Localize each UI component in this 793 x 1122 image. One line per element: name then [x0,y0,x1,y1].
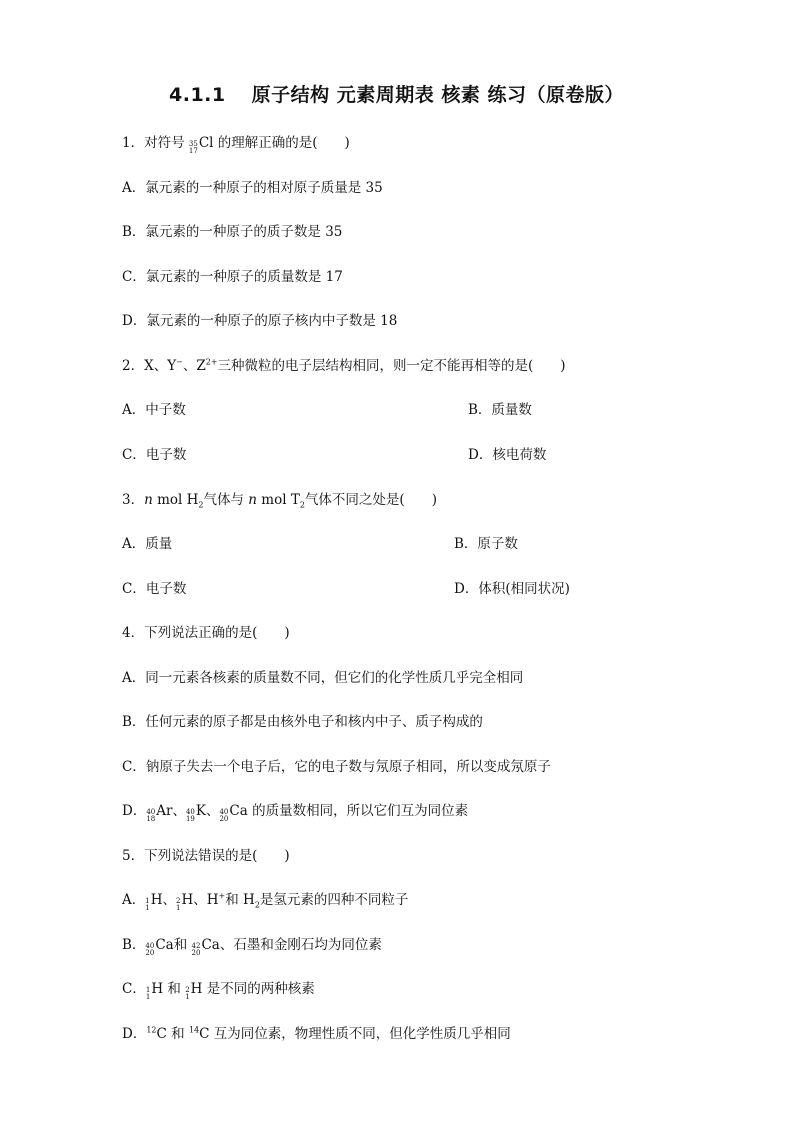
question-5-option-b: B． 40 20 Ca和 42 20 Ca、石墨和金刚石均为同位素 [122,937,382,957]
question-4-option-c: C．钠原子失去一个电子后，它的电子数与氖原子相同，所以变成氖原子 [122,759,551,775]
nuclide-ca42: 42 20 Ca [191,937,220,957]
question-2-option-b: B．质量数 [468,402,532,418]
question-2-option-d: D．核电荷数 [468,447,547,463]
question-1-option-a: A．氯元素的一种原子的相对原子质量是 35 [122,180,383,196]
question-2-option-a: A．中子数 [122,402,186,418]
question-2-option-c: C．电子数 [122,447,187,463]
title-text: 原子结构 元素周期表 核素 练习（原卷版） [251,84,624,106]
nuclide-ca40: 40 20 Ca [219,803,248,823]
nuclide-cl35: 35 17 Cl [188,135,214,155]
question-5-option-d: D．$^{12}$C 和 $^{14}$C 互为同位素，物理性质不同，但化学性质几乎相同 [122,1025,511,1042]
question-4-option-d: D． 40 18 Ar、 40 19 K、 40 20 Ca 的质量数相同，所以它们互为同位素 [122,803,469,823]
question-1-option-d: D．氯元素的一种原子的原子核内中子数是 18 [122,313,398,329]
question-5-option-c: C． 1 1 H 和 2 1 H 是不同的两种核素 [122,981,315,1001]
question-1-option-b: B．氯元素的一种原子的质子数是 35 [122,224,343,240]
question-5-option-a: A． 1 1 H、 2 1 H、H+和 $H_2$是氢元素的四种不同粒子 [122,891,409,912]
nuclide-h1: 1 1 H [145,981,164,1001]
nuclide-k40: 40 19 K [185,803,206,823]
question-1-stem: 1．对符号 35 17 Cl 的理解正确的是( ) [122,135,350,155]
question-4-option-b: B．任何元素的原子都是由核外电子和核内中子、质子构成的 [122,714,483,730]
question-4-stem: 4．下列说法正确的是( ) [122,625,290,641]
nuclide-h1: 1 1 H [145,892,163,912]
title-number: 4.1.1 [169,84,226,106]
question-3-option-a: A．质量 [122,536,173,552]
nuclide-ca40: 40 20 Ca [145,937,174,957]
question-3-option-b: B．原子数 [454,536,518,552]
question-3-option-d: D．体积(相同状况) [454,581,570,597]
nuclide-ar40: 40 18 Ar [146,803,173,823]
nuclide-h2: 2 1 H [176,892,194,912]
question-3-option-c: C．电子数 [122,581,187,597]
question-5-stem: 5．下列说法错误的是( ) [122,848,290,864]
page-title [0,80,793,107]
question-2-stem: 2．X、Y−、$Z^{2+}$三种微粒的电子层结构相同，则一定不能再相等的是( ) [122,357,566,374]
question-4-option-a: A．同一元素各核素的质量数不同，但它们的化学性质几乎完全相同 [122,670,524,686]
question-3-stem: 3．n mol $H_2$气体与 n mol $T_2$气体不同之处是( ) [122,492,437,510]
question-1-option-c: C．氯元素的一种原子的质量数是 17 [122,269,343,285]
nuclide-h2: 2 1 H [185,981,203,1001]
